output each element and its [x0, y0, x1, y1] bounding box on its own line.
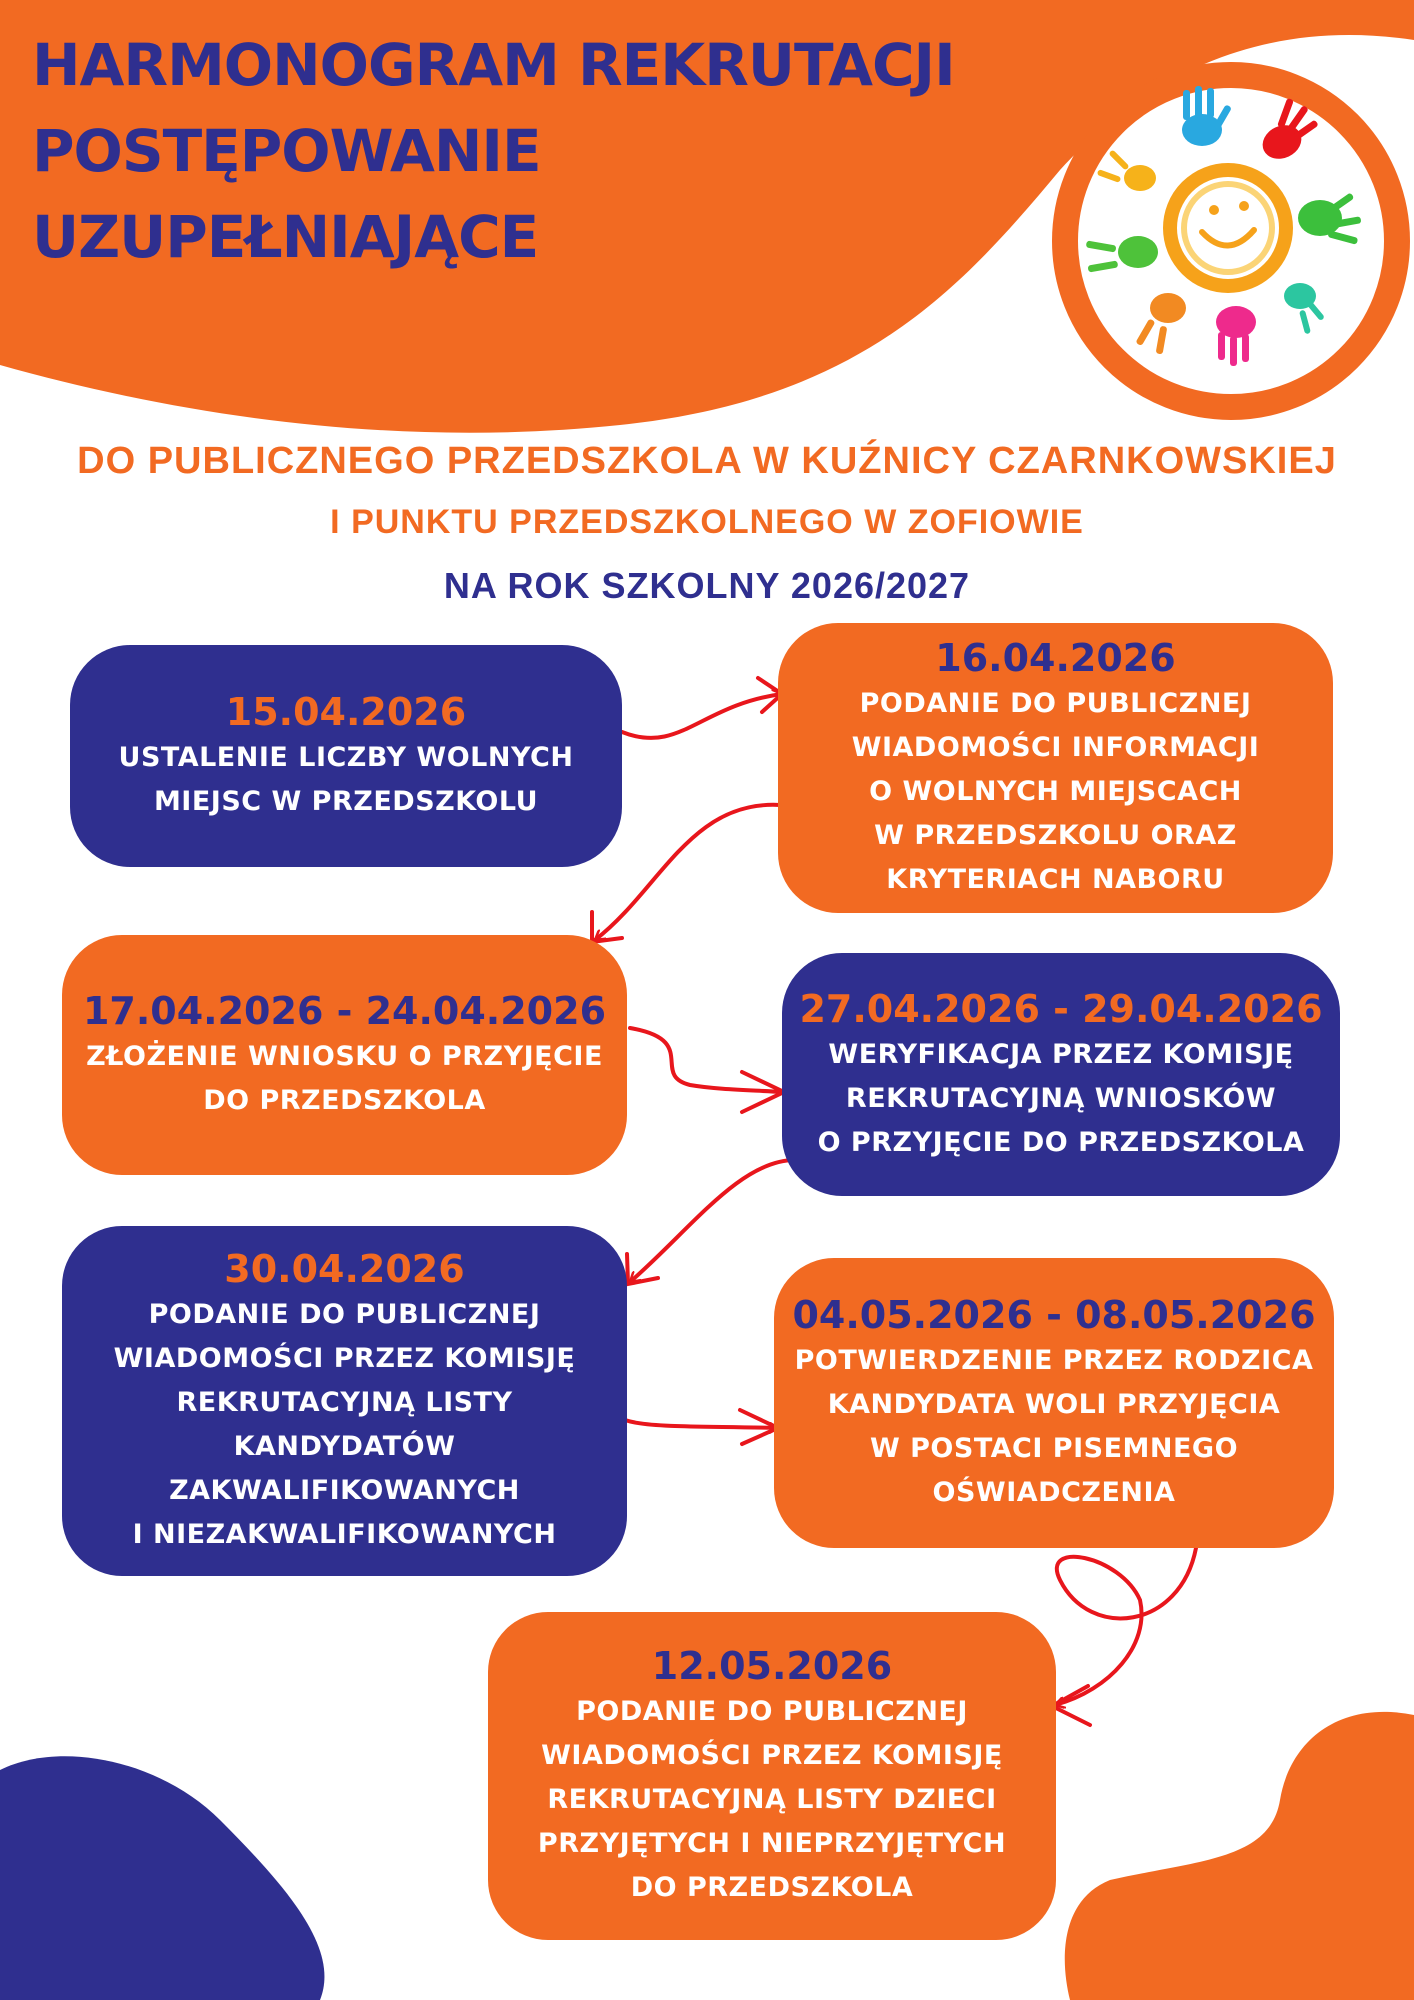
step-2-line-4: W PRZEDSZKOLU ORAZ [874, 820, 1237, 851]
step-7-line-3: REKRUTACYJNĄ LISTY DZIECI [547, 1784, 997, 1815]
step-1-date: 15.04.2026 [225, 690, 467, 734]
step-1-card [70, 645, 622, 867]
step-2-date: 16.04.2026 [935, 636, 1176, 680]
subtitle-line-3: NA ROK SZKOLNY 2026/2027 [443, 565, 971, 606]
step-2-line-5: KRYTERIACH NABORU [886, 864, 1225, 895]
step-7-line-4: PRZYJĘTYCH I NIEPRZYJĘTYCH [537, 1828, 1007, 1859]
step-5-line-3: REKRUTACYJNĄ LISTY [176, 1387, 513, 1418]
step-6-line-2: KANDYDATA WOLI PRZYJĘCIA [827, 1389, 1281, 1420]
step-3-line-2: DO PRZEDSZKOLA [203, 1085, 486, 1116]
step-5-line-4: KANDYDATÓW [233, 1431, 456, 1462]
step-2-line-2: WIADOMOŚCI INFORMACJI [851, 732, 1260, 763]
step-5-line-6: I NIEZAKWALIFIKOWANYCH [132, 1519, 557, 1550]
subtitle-line-2: I PUNKTU PRZEDSZKOLNEGO W ZOFIOWIE [330, 503, 1084, 541]
step-6-line-1: POTWIERDZENIE PRZEZ RODZICA [794, 1345, 1314, 1376]
step-7-date: 12.05.2026 [651, 1644, 893, 1688]
title-line-3: UZUPEŁNIAJĄCE [32, 203, 539, 271]
arrow-6-to-7 [1055, 1548, 1196, 1705]
step-2-card [778, 623, 1333, 913]
step-6-line-4: OŚWIADCZENIA [932, 1477, 1176, 1508]
step-7-card [488, 1612, 1056, 1940]
title-line-1: HARMONOGRAM REKRUTACJI [32, 31, 955, 99]
title-line-2: POSTĘPOWANIE [32, 117, 541, 185]
step-4-date: 27.04.2026 - 29.04.2026 [799, 986, 1323, 1031]
step-3-line-1: ZŁOŻENIE WNIOSKU O PRZYJĘCIE [86, 1041, 603, 1072]
step-7-line-1: PODANIE DO PUBLICZNEJ [576, 1696, 968, 1727]
step-2-line-1: PODANIE DO PUBLICZNEJ [859, 688, 1252, 719]
step-6-line-3: W POSTACI PISEMNEGO [869, 1433, 1239, 1464]
step-5-line-5: ZAKWALIFIKOWANYCH [169, 1475, 520, 1506]
subtitle-line-1: DO PUBLICZNEGO PRZEDSZKOLA W KUŹNICY CZARNKOWSKIEJ [77, 440, 1337, 482]
step-5-line-2: WIADOMOŚCI PRZEZ KOMISJĘ [113, 1343, 576, 1374]
step-5-line-1: PODANIE DO PUBLICZNEJ [148, 1299, 541, 1330]
step-5-card [62, 1226, 627, 1576]
step-5-date: 30.04.2026 [224, 1247, 465, 1291]
step-4-line-2: REKRUTACYJNĄ WNIOSKÓW [845, 1082, 1277, 1114]
step-1-line-1: USTALENIE LICZBY WOLNYCH [118, 742, 574, 773]
step-3-date: 17.04.2026 - 24.04.2026 [82, 989, 607, 1033]
arrow-2-to-3 [595, 805, 780, 940]
arrow-1-to-2 [622, 694, 782, 738]
step-2-line-3: O WOLNYCH MIEJSCACH [869, 776, 1242, 807]
step-7-line-2: WIADOMOŚCI PRZEZ KOMISJĘ [541, 1740, 1003, 1771]
step-6-card [774, 1258, 1334, 1548]
arrow-4-to-5 [630, 1160, 795, 1282]
step-4-line-3: O PRZYJĘCIE DO PRZEDSZKOLA [817, 1126, 1305, 1158]
step-4-card [782, 953, 1340, 1196]
step-3-card [62, 935, 627, 1175]
step-4-line-1: WERYFIKACJA PRZEZ KOMISJĘ [828, 1038, 1294, 1070]
step-6-date: 04.05.2026 - 08.05.2026 [792, 1293, 1316, 1337]
step-1-line-2: MIEJSC W PRZEDSZKOLU [153, 786, 539, 817]
step-7-line-5: DO PRZEDSZKOLA [630, 1872, 914, 1903]
